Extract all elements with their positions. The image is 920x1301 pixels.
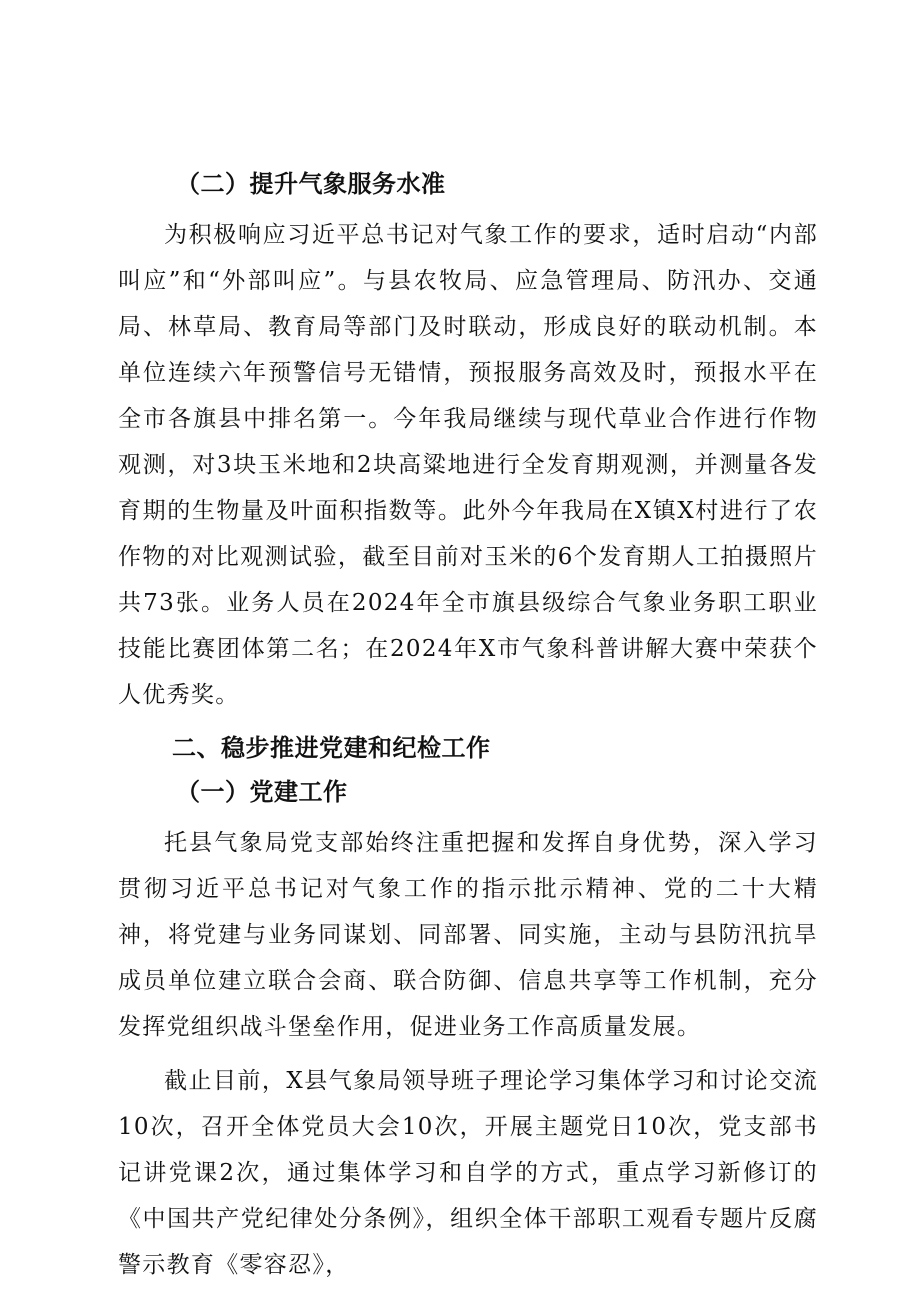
document-body	[118, 162, 818, 1288]
section-heading-party-building: （一）党建工作	[176, 778, 348, 806]
paragraph-service-standard: 为积极响应习近平总书记对气象工作的要求，适时启动“内部叫应”和“外部叫应”。与县农牧局、应急管理局、防汛办、交通局、林草局、教育局等部门及时联动，形成良好的联动机制。本单位连续六年预警信号无错情，预报服务高效及时，预报水平在全市各旗县中排名第一。今年我局继续与现代草业合作进行作物观测，对3块玉米地和2块高粱地进行全发育期观测，并测量各发育期的生物量及叶面积指数等。此外今年我局在X镇X村进行了农作物的对比观测试验，截至目前对玉米的6个发育期人工拍摄照片共73张。业务人员在2024年全市旗县级综合气象业务职工职业技能比赛团体第二名；在2024年X市气象科普讲解大赛中荣获个人优秀奖。	[118, 222, 818, 708]
section-heading-party-discipline: 二、稳步推进党建和纪检工作	[172, 734, 491, 762]
paragraph-party-building-2: 截止目前，X县气象局领导班子理论学习集体学习和讨论交流10次，召开全体党员大会10次，开展主题党日10次，党支部书记讲党课2次，通过集体学习和自学的方式，重点学习新修订的《中国共产党纪律处分条例》，组织全体干部职工观看专题片反腐警示教育《零容忍》，	[118, 1068, 818, 1278]
section-heading-service-standard: （二）提升气象服务水准	[176, 170, 446, 198]
paragraph-party-building-1: 托县气象局党支部始终注重把握和发挥自身优势，深入学习贯彻习近平总书记对气象工作的指示批示精神、党的二十大精神，将党建与业务同谋划、同部署、同实施，主动与县防汛抗旱成员单位建立联合会商、联合防御、信息共享等工作机制，充分发挥党组织战斗堡垒作用，促进业务工作高质量发展。	[118, 830, 818, 1040]
